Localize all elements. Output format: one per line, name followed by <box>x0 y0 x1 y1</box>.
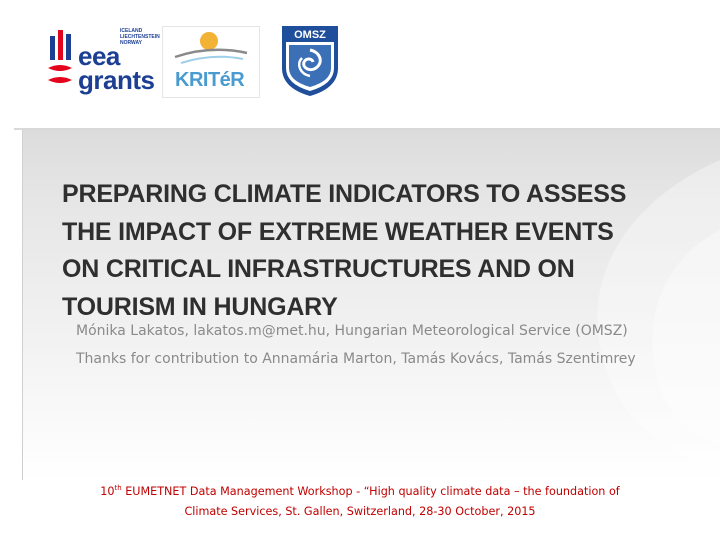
title-line-4: TOURISM IN HUNGARY <box>62 292 338 321</box>
title-line-3: ON CRITICAL INFRASTRUCTURES AND ON <box>62 255 575 283</box>
header-divider <box>14 128 720 130</box>
kriter-logo <box>162 26 260 98</box>
workshop-footer <box>40 482 680 522</box>
footer-line-2: Climate Services, St. Gallen, Switzerland, 28-30 October, 2015 <box>184 505 536 518</box>
eea-grants-logo <box>40 28 160 98</box>
logo-header <box>0 0 720 130</box>
omsz-wordmark: OMSZ <box>294 29 326 41</box>
eea-wordmark: eea <box>78 41 120 71</box>
footer-ordinal-suffix: th <box>114 484 122 492</box>
footer-line-1: EUMETNET Data Management Workshop - “High quality climate data – the foundation of <box>121 485 620 498</box>
eea-countries-label: ICELAND LIECHTENSTEIN NORWAY <box>120 28 160 46</box>
eea-ribbon-icon <box>40 28 80 98</box>
title-line-1: PREPARING CLIMATE INDICATORS TO ASSESS <box>62 180 627 208</box>
footer-ordinal-number: 10 <box>100 485 115 498</box>
title-line-2: THE IMPACT OF EXTREME WEATHER EVENTS <box>62 217 614 246</box>
thanks-line: Thanks for contribution to Annamária Marton, Tamás Kovács, Tamás Szentimrey <box>76 351 636 367</box>
author-line: Mónika Lakatos, lakatos.m@met.hu, Hungarian Meteorological Service (OMSZ) <box>76 323 628 339</box>
grants-wordmark: grants <box>78 65 155 95</box>
slide-subtitle <box>76 320 666 376</box>
omsz-shield-logo <box>280 24 340 98</box>
slide-title <box>62 176 662 326</box>
kriter-wordmark: KRITéR <box>175 69 245 91</box>
kriter-sun-icon <box>163 27 259 71</box>
